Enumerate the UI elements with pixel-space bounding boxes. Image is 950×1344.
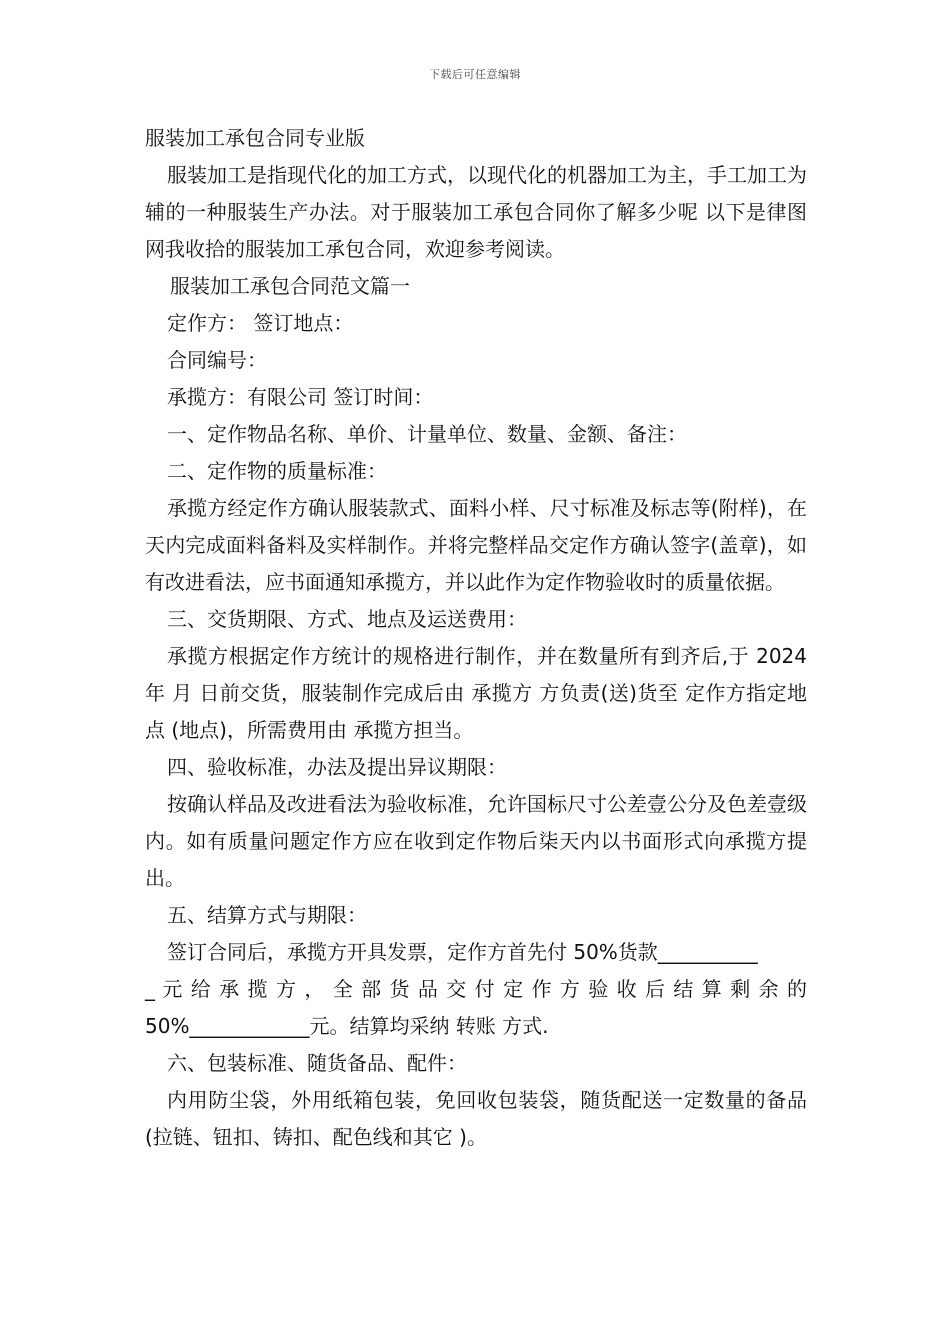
clause-5-heading: 五、结算方式与期限： (167, 903, 367, 927)
page-header-note: 下载后可任意编辑 (429, 68, 521, 81)
party-a-line: 定作方： 签订地点： (167, 311, 354, 335)
clause-5-line-2: _ 元 给 承 揽 方 ， 全 部 货 品 交 付 定 作 方 验 收 后 结 算 剩 余 的 (145, 977, 807, 1001)
contract-number-line: 合同编号： (167, 348, 267, 372)
section-title: 服装加工承包合同范文篇一 (170, 274, 410, 298)
intro-paragraph: 服装加工是指现代化的加工方式，以现代化的机器加工为主，手工加工为辅的一种服装生产办法。对于服装加工承包合同你了解多少呢 以下是律图网我收拾的服装加工承包合同，欢迎参考阅读。 (145, 163, 807, 261)
clause-6-body: 内用防尘袋，外用纸箱包装，免回收包装袋，随货配送一定数量的备品(拉链、钮扣、铸扣、配色线和其它 )。 (145, 1088, 807, 1149)
clause-5-line-3: 50%____________元。结算均采纳 转账 方式. (145, 1014, 549, 1038)
clause-3-heading: 三、交货期限、方式、地点及运送费用： (167, 607, 527, 631)
clause-5-line-1: 签订合同后，承揽方开具发票，定作方首先付 50%货款__________ (167, 940, 758, 964)
clause-2-heading: 二、定作物的质量标准： (167, 459, 387, 483)
document-body (145, 120, 807, 1156)
document-title: 服装加工承包合同专业版 (145, 126, 365, 150)
clause-4-body: 按确认样品及改进看法为验收标准，允许国标尺寸公差壹公分及色差壹级内。如有质量问题定作方应在收到定作物后柒天内以书面形式向承揽方提出。 (145, 792, 807, 890)
clause-3-body: 承揽方根据定作方统计的规格进行制作，并在数量所有到齐后,于 2024 年 月 日前交货，服装制作完成后由 承揽方 方负责(送)货至 定作方指定地点 (地点)，所需费用由 承揽方担当。 (145, 644, 807, 742)
clause-1-heading: 一、定作物品名称、单价、计量单位、数量、金额、备注： (167, 422, 687, 446)
clause-6-heading: 六、包装标准、随货备品、配件： (167, 1051, 467, 1075)
clause-2-body: 承揽方经定作方确认服装款式、面料小样、尺寸标准及标志等(附样)，在 天内完成面料备料及实样制作。并将完整样品交定作方确认签字(盖章)，如有改进看法，应书面通知承揽方，并以此作为定作物验收时的质量依据。 (145, 496, 807, 594)
party-b-line: 承揽方：有限公司 签订时间： (167, 385, 434, 409)
clause-4-heading: 四、验收标准，办法及提出异议期限： (167, 755, 507, 779)
